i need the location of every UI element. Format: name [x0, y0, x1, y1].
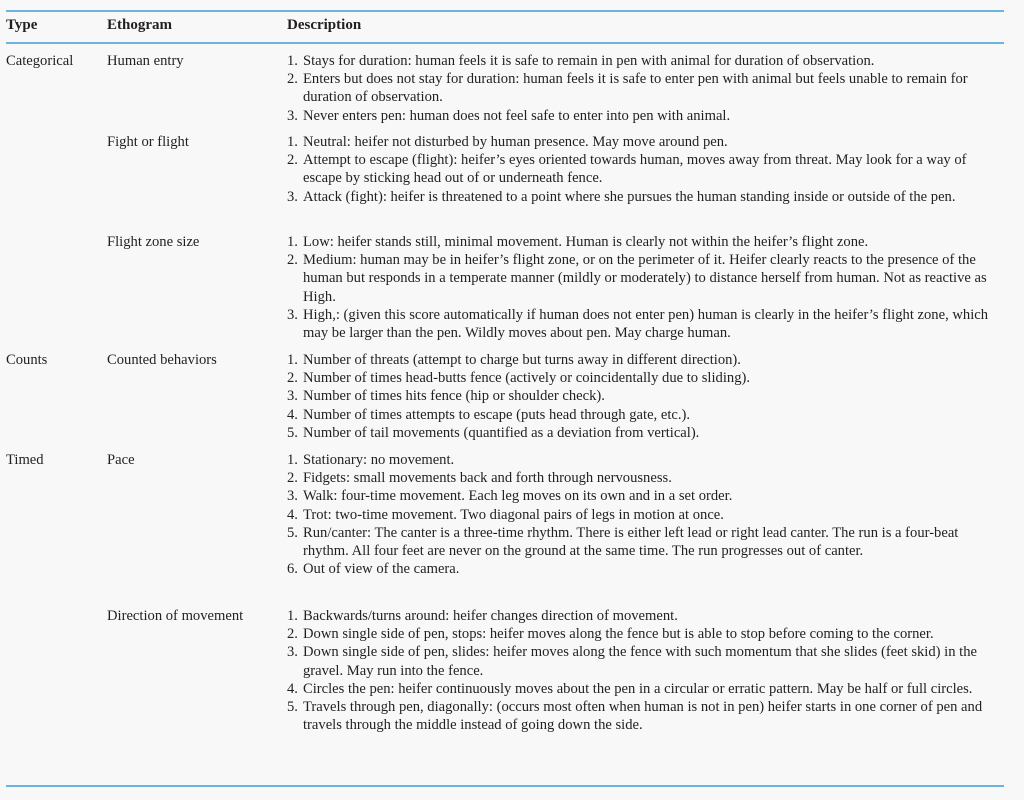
- list-item: 5. Number of tail movements (quantified as a deviation from vertical).: [287, 424, 700, 441]
- top-rule: [6, 10, 1004, 12]
- list-item: 2. Attempt to escape (flight): heifer’s eyes oriented towards human, moves away from threat. May look for a way of escape by sticking head out of or underneath fence.: [287, 152, 967, 187]
- row-type: Timed: [6, 452, 44, 468]
- table-header: [6, 17, 1004, 39]
- list-item: 3. High,: (given this score automatically if human does not enter pen) human is clearly in the heifer’s flight zone, which may be larger than the pen. Wildly moves about pen. May charge human.: [287, 306, 989, 342]
- header-ethogram: Ethogram: [107, 17, 172, 33]
- row-type: Counts: [6, 352, 48, 368]
- list-item: 3. Attack (fight): heifer is threatened to a point where she pursues the human standing inside or outside of the pen.: [287, 188, 956, 205]
- list-item: 1. Low: heifer stands still, minimal movement. Human is clearly not within the heifer’s flight zone.: [287, 234, 869, 250]
- list-item: 1. Stationary: no movement.: [287, 452, 455, 468]
- list-item: 5. Run/canter: The canter is a three-time rhythm. There is either left lead or right lead canter. The run is a four-beat rhythm. All four feet are never on the ground at the same time. The run progresses out of canter.: [287, 524, 959, 560]
- row-description: [287, 351, 999, 442]
- row-ethogram: Flight zone size: [107, 234, 200, 250]
- list-item: 4. Circles the pen: heifer continuously moves about the pen in a circular or erratic pattern. May be half or full circles.: [287, 680, 973, 697]
- list-item: 3. Walk: four-time movement. Each leg moves on its own and in a set order.: [287, 488, 733, 505]
- row-description: [287, 233, 999, 342]
- row-description: [287, 607, 999, 734]
- row-description: [287, 52, 999, 125]
- header-description: Description: [287, 17, 362, 33]
- list-item: 5. Travels through pen, diagonally: (occurs most often when human is not in pen) heifer starts in one corner of pen and travels through the middle instead of going down the side.: [287, 699, 983, 734]
- row-ethogram: Direction of movement: [107, 608, 244, 624]
- list-item: 6. Out of view of the camera.: [287, 561, 460, 578]
- list-item: 2. Number of times head-butts fence (actively or coincidentally due to sliding).: [287, 370, 750, 387]
- list-item: 3. Never enters pen: human does not feel safe to enter into pen with animal.: [287, 107, 731, 124]
- list-item: 2. Down single side of pen, stops: heifer moves along the fence but is able to stop before coming to the corner.: [287, 626, 934, 643]
- list-item: 3. Down single side of pen, slides: heifer moves along the fence with such momentum that she slides (feet skid) in the gravel. May run into the fence.: [287, 644, 977, 679]
- row-ethogram: Counted behaviors: [107, 352, 217, 368]
- list-item: 2. Medium: human may be in heifer’s flight zone, or on the perimeter of it. Heifer clearly reacts to the presence of the human but responds in a temperate manner (mildly or moderately) to distance herself from human. Not as reactive as High.: [287, 252, 987, 305]
- row-ethogram: Pace: [107, 452, 135, 468]
- row-ethogram: Fight or flight: [107, 134, 189, 150]
- bottom-rule: [6, 785, 1004, 787]
- list-item: 3. Number of times hits fence (hip or shoulder check).: [287, 388, 605, 405]
- list-item: 1. Neutral: heifer not disturbed by human presence. May move around pen.: [287, 134, 728, 150]
- row-description: [287, 133, 999, 206]
- row-ethogram: Human entry: [107, 53, 184, 69]
- list-item: 1. Backwards/turns around: heifer changes direction of movement.: [287, 608, 678, 624]
- list-item: 2. Fidgets: small movements back and forth through nervousness.: [287, 470, 672, 487]
- header-type: Type: [6, 17, 38, 33]
- row-description: [287, 451, 999, 578]
- list-item: 4. Number of times attempts to escape (puts head through gate, etc.).: [287, 406, 691, 423]
- row-type: Categorical: [6, 53, 74, 69]
- list-item: 4. Trot: two-time movement. Two diagonal pairs of legs in motion at once.: [287, 506, 724, 523]
- list-item: 1. Stays for duration: human feels it is safe to remain in pen with animal for duration of observation.: [287, 53, 875, 69]
- list-item: 1. Number of threats (attempt to charge but turns away in different direction).: [287, 352, 741, 368]
- header-rule: [6, 42, 1004, 44]
- list-item: 2. Enters but does not stay for duration: human feels it is safe to enter pen with animal but feels unable to remain for duration of observation.: [287, 71, 968, 106]
